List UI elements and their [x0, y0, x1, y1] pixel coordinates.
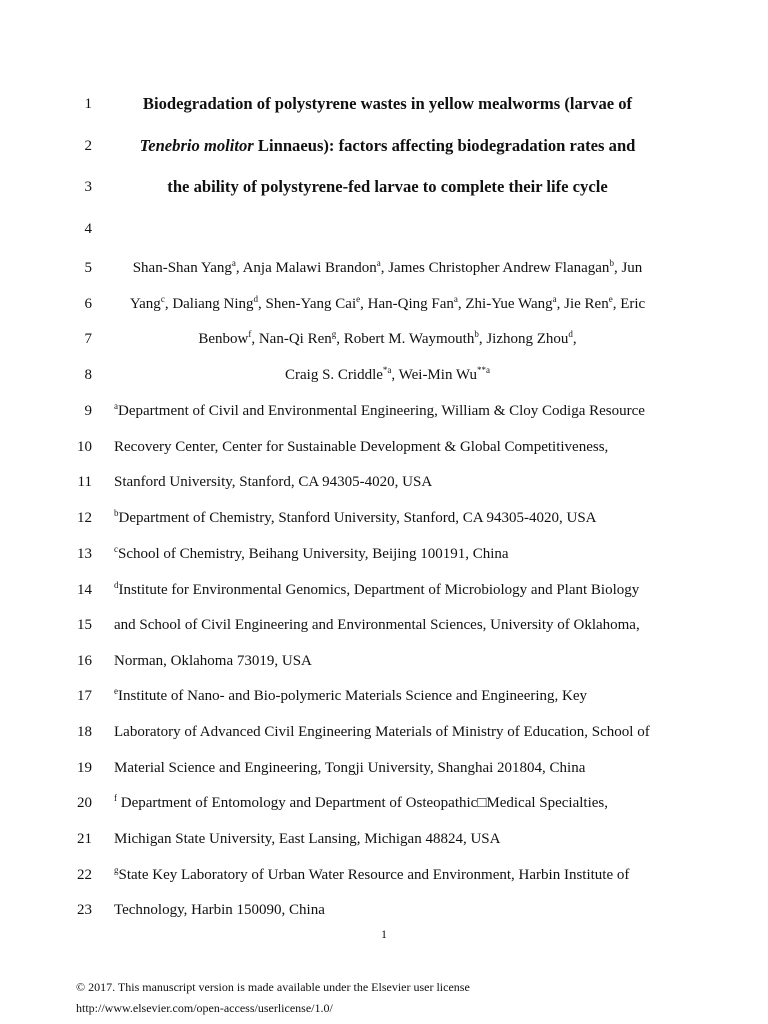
affiliation-body: Laboratory of Advanced Civil Engineering Materials of Ministry of Education, School of — [114, 724, 650, 740]
affiliation-text — [114, 827, 500, 851]
line-number: 4 — [84, 221, 92, 237]
affiliation-marker: b — [474, 329, 479, 339]
manuscript-line-4 — [0, 217, 768, 241]
author-name: Benbow — [198, 331, 249, 347]
author-separator: , — [391, 367, 399, 383]
affiliation-marker: c — [160, 294, 165, 304]
affiliation-letter: f — [114, 793, 117, 803]
line-number: 19 — [77, 760, 92, 776]
manuscript-line-9 — [0, 399, 768, 423]
manuscript-line-19 — [0, 756, 768, 780]
manuscript-line-23 — [0, 898, 768, 922]
line-number: 12 — [77, 510, 92, 526]
affiliation-marker: *a — [382, 365, 392, 375]
manuscript-line-8 — [0, 363, 768, 387]
affiliation-text — [114, 684, 587, 708]
manuscript-line-6 — [0, 292, 768, 316]
author-separator: , — [360, 296, 368, 312]
title-line-2-rest: Linnaeus): factors affecting biodegradation rates and — [253, 136, 636, 155]
affiliation-text — [114, 756, 585, 780]
line-number: 14 — [77, 582, 92, 598]
author-name: Yang — [129, 296, 161, 312]
line-number: 20 — [77, 795, 92, 811]
manuscript-line-20 — [0, 791, 768, 815]
affiliation-marker: d — [568, 329, 573, 339]
author-separator: , — [164, 296, 173, 312]
author-line-8 — [110, 363, 665, 387]
affiliation-text — [114, 470, 432, 494]
author-name: Daliang Ning — [172, 296, 254, 312]
affiliation-body: State Key Laboratory of Urban Water Resource and Environment, Harbin Institute of — [118, 867, 630, 883]
author-name: Robert M. Waymouth — [343, 331, 475, 347]
manuscript-line-17 — [0, 684, 768, 708]
author-separator: , — [235, 260, 243, 276]
affiliation-marker: e — [608, 294, 613, 304]
line-number: 21 — [77, 831, 92, 847]
affiliation-body: and School of Civil Engineering and Environmental Sciences, University of Oklahoma, — [114, 617, 640, 633]
manuscript-line-7 — [0, 327, 768, 351]
species-name: Tenebrio molitor — [139, 136, 254, 155]
author-line-6 — [110, 292, 665, 316]
affiliation-body: Material Science and Engineering, Tongji University, Shanghai 201804, China — [114, 760, 586, 776]
affiliation-marker: d — [253, 294, 259, 304]
manuscript-line-10 — [0, 435, 768, 459]
affiliation-marker: **a — [476, 365, 490, 375]
line-number: 3 — [84, 179, 92, 195]
line-number: 7 — [84, 331, 92, 347]
affiliation-marker: a — [453, 294, 458, 304]
affiliation-letter: c — [114, 544, 118, 554]
affiliation-text — [114, 542, 509, 566]
line-number: 10 — [77, 439, 92, 455]
affiliation-marker: f — [248, 329, 252, 339]
affiliation-letter: a — [114, 401, 118, 411]
author-name: Jizhong Zhou — [486, 331, 569, 347]
line-number: 13 — [77, 546, 92, 562]
affiliation-body: School of Chemistry, Beihang University, Beijing 100191, China — [118, 546, 509, 562]
author-separator: , — [380, 260, 389, 276]
author-separator: , Eric — [612, 296, 646, 312]
line-number: 11 — [77, 474, 92, 490]
affiliation-letter: b — [114, 508, 119, 518]
license-notice: © 2017. This manuscript version is made available under the Elsevier user license — [76, 980, 470, 994]
page-number: 1 — [381, 927, 387, 941]
author-name: Nan-Qi Ren — [258, 331, 332, 347]
line-number: 22 — [77, 867, 92, 883]
author-name: Zhi-Yue Wang — [465, 296, 553, 312]
manuscript-line-22 — [0, 863, 768, 887]
affiliation-marker: a — [376, 258, 381, 268]
affiliation-letter: e — [114, 686, 118, 696]
line-number: 23 — [77, 902, 92, 918]
line-number: 2 — [84, 138, 92, 154]
affiliation-text — [114, 613, 640, 637]
affiliation-body: Norman, Oklahoma 73019, USA — [114, 653, 312, 669]
author-separator: , — [251, 331, 259, 347]
line-number: 6 — [84, 296, 92, 312]
author-name: Wei-Min Wu — [398, 367, 477, 383]
affiliation-text — [114, 898, 325, 922]
affiliation-body: Department of Civil and Environmental Engineering, William & Cloy Codiga Resource — [118, 403, 645, 419]
author-separator: , — [258, 296, 266, 312]
manuscript-line-18 — [0, 720, 768, 744]
line-number: 15 — [77, 617, 92, 633]
license-url[interactable]: http://www.elsevier.com/open-access/userlicense/1.0/ — [76, 1001, 333, 1015]
affiliation-marker: a — [552, 294, 557, 304]
manuscript-line-13 — [0, 542, 768, 566]
author-line-7 — [110, 327, 665, 351]
affiliation-marker: a — [231, 258, 236, 268]
author-separator: , — [457, 296, 466, 312]
affiliation-letter: g — [114, 865, 119, 875]
affiliation-marker: g — [331, 329, 337, 339]
author-separator: , — [556, 296, 565, 312]
author-name: James Christopher Andrew Flanagan — [388, 260, 610, 276]
affiliation-text — [114, 720, 650, 744]
line-number: 18 — [77, 724, 92, 740]
title-line-1: Biodegradation of polystyrene wastes in yellow mealworms (larvae of — [142, 94, 633, 113]
line-number: 5 — [84, 260, 92, 276]
author-line-5 — [110, 256, 665, 280]
line-number: 1 — [84, 96, 92, 112]
author-name: Anja Malawi Brandon — [242, 260, 377, 276]
manuscript-line-21 — [0, 827, 768, 851]
affiliation-body: Department of Entomology and Department of Osteopathic□Medical Specialties, — [117, 795, 609, 811]
affiliation-body: Technology, Harbin 150090, China — [114, 902, 325, 918]
manuscript-line-15 — [0, 613, 768, 637]
affiliation-marker: b — [609, 258, 614, 268]
author-name: Shen-Yang Cai — [265, 296, 357, 312]
affiliation-letter: d — [114, 580, 119, 590]
affiliation-text — [114, 863, 629, 887]
manuscript-line-2 — [0, 134, 768, 158]
affiliation-text — [114, 399, 645, 423]
title-line-2 — [110, 134, 665, 158]
title-line-3: the ability of polystyrene-fed larvae to complete their life cycle — [167, 177, 608, 196]
line-number: 9 — [84, 403, 92, 419]
line-number: 17 — [77, 688, 92, 704]
manuscript-line-12 — [0, 506, 768, 530]
manuscript-line-14 — [0, 578, 768, 602]
affiliation-body: Institute for Environmental Genomics, Department of Microbiology and Plant Biology — [118, 582, 640, 598]
affiliation-body: Michigan State University, East Lansing, Michigan 48824, USA — [114, 831, 501, 847]
author-name: Jie Ren — [564, 296, 609, 312]
line-number: 16 — [77, 653, 92, 669]
affiliation-body: Institute of Nano- and Bio-polymeric Materials Science and Engineering, Key — [118, 688, 588, 704]
affiliation-text — [114, 649, 312, 673]
manuscript-line-1 — [0, 92, 768, 116]
author-name: Craig S. Criddle — [285, 367, 383, 383]
author-separator: , Jun — [613, 260, 643, 276]
affiliation-text — [114, 506, 597, 530]
author-separator: , — [572, 331, 577, 347]
author-name: Han-Qing Fan — [367, 296, 454, 312]
manuscript-line-11 — [0, 470, 768, 494]
affiliation-body: Stanford University, Stanford, CA 94305-4020, USA — [114, 474, 433, 490]
manuscript-line-16 — [0, 649, 768, 673]
author-name: Shan-Shan Yang — [132, 260, 232, 276]
affiliation-body: Department of Chemistry, Stanford University, Stanford, CA 94305-4020, USA — [118, 510, 597, 526]
affiliation-text — [114, 578, 639, 602]
line-number: 8 — [84, 367, 92, 383]
affiliation-text — [114, 791, 608, 815]
affiliation-marker: e — [356, 294, 361, 304]
manuscript-line-5 — [0, 256, 768, 280]
author-separator: , — [336, 331, 344, 347]
affiliation-body: Recovery Center, Center for Sustainable Development & Global Competitiveness, — [114, 439, 609, 455]
manuscript-line-3 — [0, 175, 768, 199]
affiliation-text — [114, 435, 608, 459]
author-separator: , — [478, 331, 487, 347]
